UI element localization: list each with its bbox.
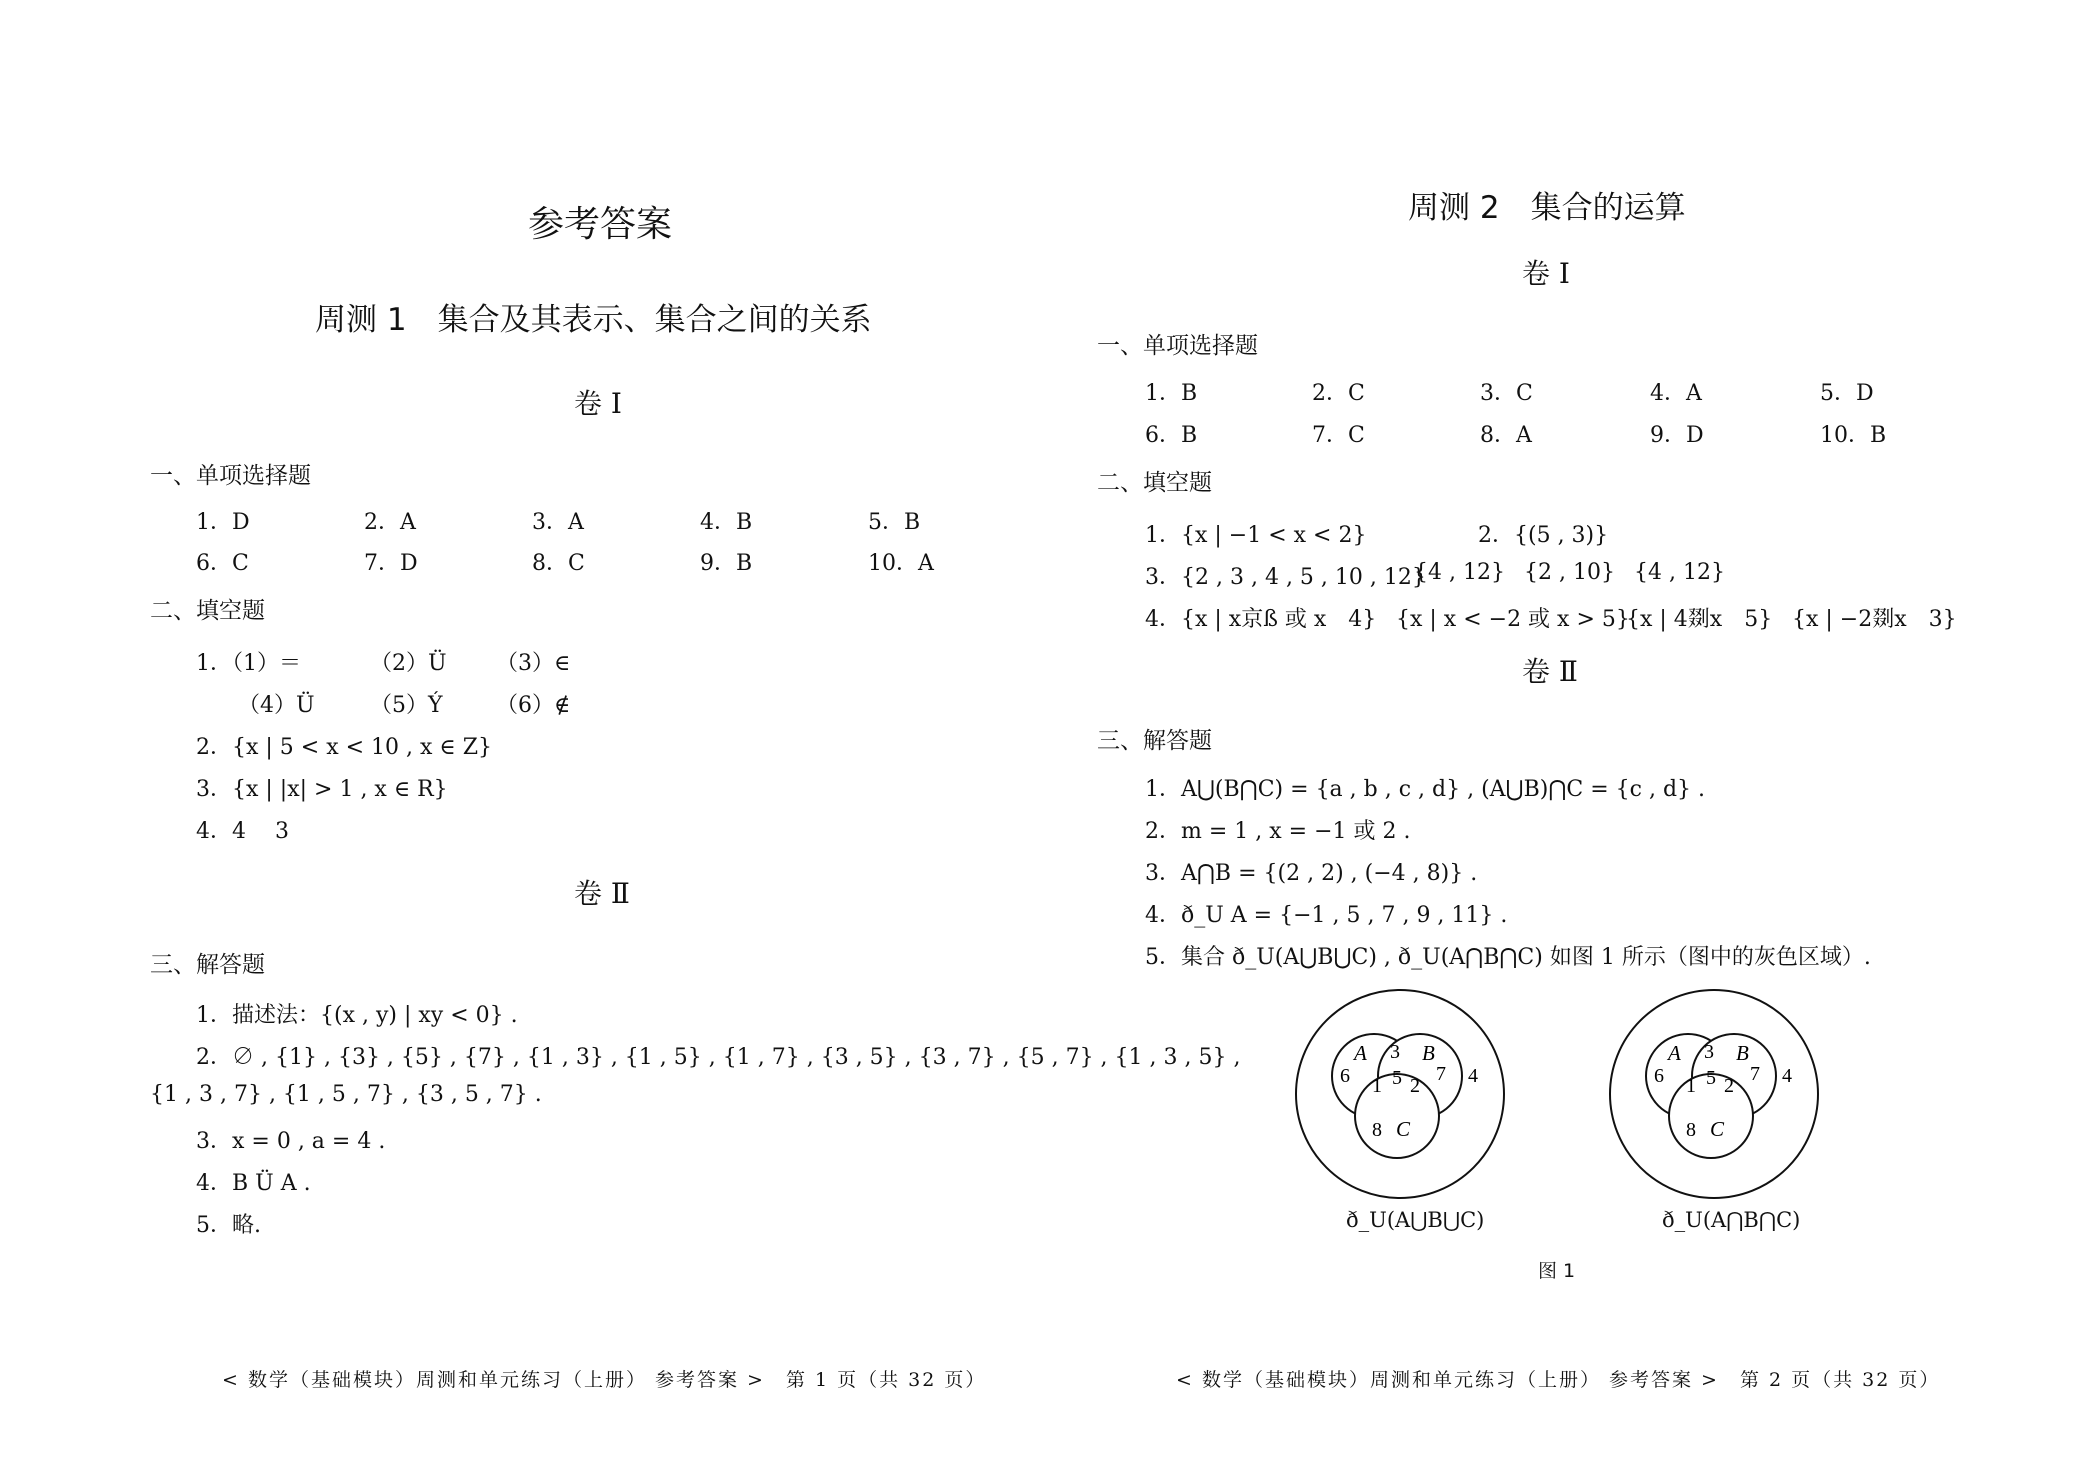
- mc-answer: 8．C: [532, 551, 585, 576]
- set-label-c: C: [1710, 1117, 1725, 1141]
- solution-line: 2．∅ , {1} , {3} , {5} , {7} , {1 , 3} , {1 , 5} , {1 , 7} , {3 , 5} , {3 , 7} , {5 , 7} , {1 , 3 , 5} ,: [196, 1045, 1241, 1070]
- volume-heading: 卷 Ⅰ: [1522, 257, 1570, 290]
- fill-answer: （5）Ý: [370, 693, 443, 718]
- mc-answer: 10．B: [1820, 423, 1887, 448]
- mc-answer: 6．C: [196, 551, 249, 576]
- region-number: 1: [1372, 1075, 1382, 1097]
- volume-heading: 卷 Ⅱ: [1522, 655, 1578, 688]
- region-number: 2: [1410, 1075, 1420, 1097]
- mc-answer: 5．D: [1820, 381, 1874, 406]
- mc-answer: 2．C: [1312, 381, 1365, 406]
- region-number: 8: [1372, 1119, 1382, 1141]
- mc-answer: 3．A: [532, 510, 584, 535]
- solution-line: 5．集合 ð_U(A⋃B⋃C) , ð_U(A⋂B⋂C) 如图 1 所示（图中的灰色区域）.: [1145, 945, 1871, 970]
- mc-answer: 8．A: [1480, 423, 1532, 448]
- test-title: 周测 2 集合的运算: [1408, 190, 1686, 226]
- fill-answer: （3）∈: [496, 651, 571, 676]
- fill-answer: {x | x < −2 或 x > 5}: [1396, 607, 1630, 632]
- fill-answer: 1．{x | −1 < x < 2}: [1145, 523, 1367, 548]
- fill-answer: {x | −2剟x 3}: [1792, 607, 1957, 632]
- solution-line: 3．A⋂B = {(2 , 2) , (−4 , 8)} .: [1145, 861, 1478, 886]
- fill-answer: {4 , 12}: [1634, 560, 1725, 585]
- section-heading: 三、解答题: [1097, 728, 1212, 754]
- mc-answer: 7．C: [1312, 423, 1365, 448]
- region-number: 3: [1704, 1041, 1714, 1063]
- solution-line: 3．x = 0 , a = 4 .: [196, 1129, 386, 1154]
- set-label-a: A: [1354, 1041, 1367, 1065]
- solution-line: 5．略.: [196, 1213, 261, 1238]
- region-number: 2: [1724, 1075, 1734, 1097]
- set-label-c: C: [1396, 1117, 1411, 1141]
- venn-caption: ð_U(A⋃B⋃C): [1346, 1208, 1485, 1232]
- region-number: 7: [1750, 1063, 1760, 1085]
- fill-answer: （6）∉: [496, 693, 571, 718]
- solution-line: 2．m = 1 , x = −1 或 2 .: [1145, 819, 1411, 844]
- mc-answer: 3．C: [1480, 381, 1533, 406]
- mc-answer: 9．B: [700, 551, 753, 576]
- fill-answer: 4．4 3: [196, 819, 289, 844]
- region-number: 3: [1390, 1041, 1400, 1063]
- fill-answer: 2．{(5 , 3)}: [1478, 523, 1609, 548]
- mc-answer: 7．D: [364, 551, 418, 576]
- figure-label: 图 1: [1538, 1260, 1576, 1282]
- mc-answer: 1．B: [1145, 381, 1198, 406]
- volume-heading: 卷 Ⅰ: [574, 387, 622, 420]
- fill-answer: {x | 4剟x 5}: [1626, 607, 1773, 632]
- venn-caption: ð_U(A⋂B⋂C): [1662, 1208, 1801, 1232]
- venn-diagram-union-complement: [1284, 978, 1516, 1210]
- solution-line: 4．B Ü A .: [196, 1171, 311, 1196]
- section-heading: 三、解答题: [150, 952, 265, 978]
- mc-answer: 4．B: [700, 510, 753, 535]
- section-heading: 二、填空题: [150, 598, 265, 624]
- solution-line: 1．A⋃(B⋂C) = {a , b , c , d} , (A⋃B)⋂C = {c , d} .: [1145, 777, 1706, 802]
- section-heading: 二、填空题: [1097, 470, 1212, 496]
- section-heading: 一、单项选择题: [1097, 333, 1258, 359]
- region-number: 5: [1706, 1067, 1716, 1089]
- volume-heading: 卷 Ⅱ: [574, 877, 630, 910]
- fill-answer: 3．{x | |x| > 1 , x ∈ R}: [196, 777, 448, 802]
- mc-answer: 2．A: [364, 510, 416, 535]
- mc-answer: 1．D: [196, 510, 250, 535]
- mc-answer: 9．D: [1650, 423, 1704, 448]
- fill-answer: （2）Ü: [370, 651, 447, 676]
- fill-answer: {2 , 10}: [1524, 560, 1615, 585]
- venn-diagram-intersection-complement: [1598, 978, 1830, 1210]
- region-number: 4: [1782, 1065, 1792, 1087]
- fill-answer: 3．{2 , 3 , 4 , 5 , 10 , 12}: [1145, 565, 1426, 590]
- page-footer: < 数学（基础模块）周测和单元练习（上册） 参考答案 > 第 2 页（共 32 页）: [1176, 1369, 1941, 1391]
- page-footer: < 数学（基础模块）周测和单元练习（上册） 参考答案 > 第 1 页（共 32 页）: [222, 1369, 987, 1391]
- fill-answer: {4 , 12}: [1414, 560, 1505, 585]
- section-heading: 一、单项选择题: [150, 463, 311, 489]
- test-title: 周测 1 集合及其表示、集合之间的关系: [315, 302, 872, 338]
- region-number: 7: [1436, 1063, 1446, 1085]
- fill-answer: 4．{x | x京ß 或 x 4}: [1145, 607, 1377, 632]
- fill-answer: 1．（1）＝: [196, 651, 301, 676]
- region-number: 5: [1392, 1067, 1402, 1089]
- fill-answer: （4）Ü: [238, 693, 315, 718]
- set-label-b: B: [1422, 1041, 1435, 1065]
- region-number: 8: [1686, 1119, 1696, 1141]
- mc-answer: 4．A: [1650, 381, 1702, 406]
- solution-line: 4．ð_U A = {−1 , 5 , 7 , 9 , 11} .: [1145, 903, 1508, 928]
- region-number: 4: [1468, 1065, 1478, 1087]
- region-number: 6: [1340, 1065, 1350, 1087]
- mc-answer: 5．B: [868, 510, 921, 535]
- set-label-a: A: [1668, 1041, 1681, 1065]
- mc-answer: 6．B: [1145, 423, 1198, 448]
- region-number: 1: [1686, 1075, 1696, 1097]
- page-title: 参考答案: [528, 204, 673, 245]
- fill-answer: 2．{x | 5 < x < 10 , x ∈ Z}: [196, 735, 492, 760]
- solution-line: {1 , 3 , 7} , {1 , 5 , 7} , {3 , 5 , 7} .: [150, 1082, 542, 1107]
- region-number: 6: [1654, 1065, 1664, 1087]
- solution-line: 1．描述法：{(x , y) | xy < 0} .: [196, 1003, 518, 1028]
- mc-answer: 10．A: [868, 551, 934, 576]
- set-label-b: B: [1736, 1041, 1749, 1065]
